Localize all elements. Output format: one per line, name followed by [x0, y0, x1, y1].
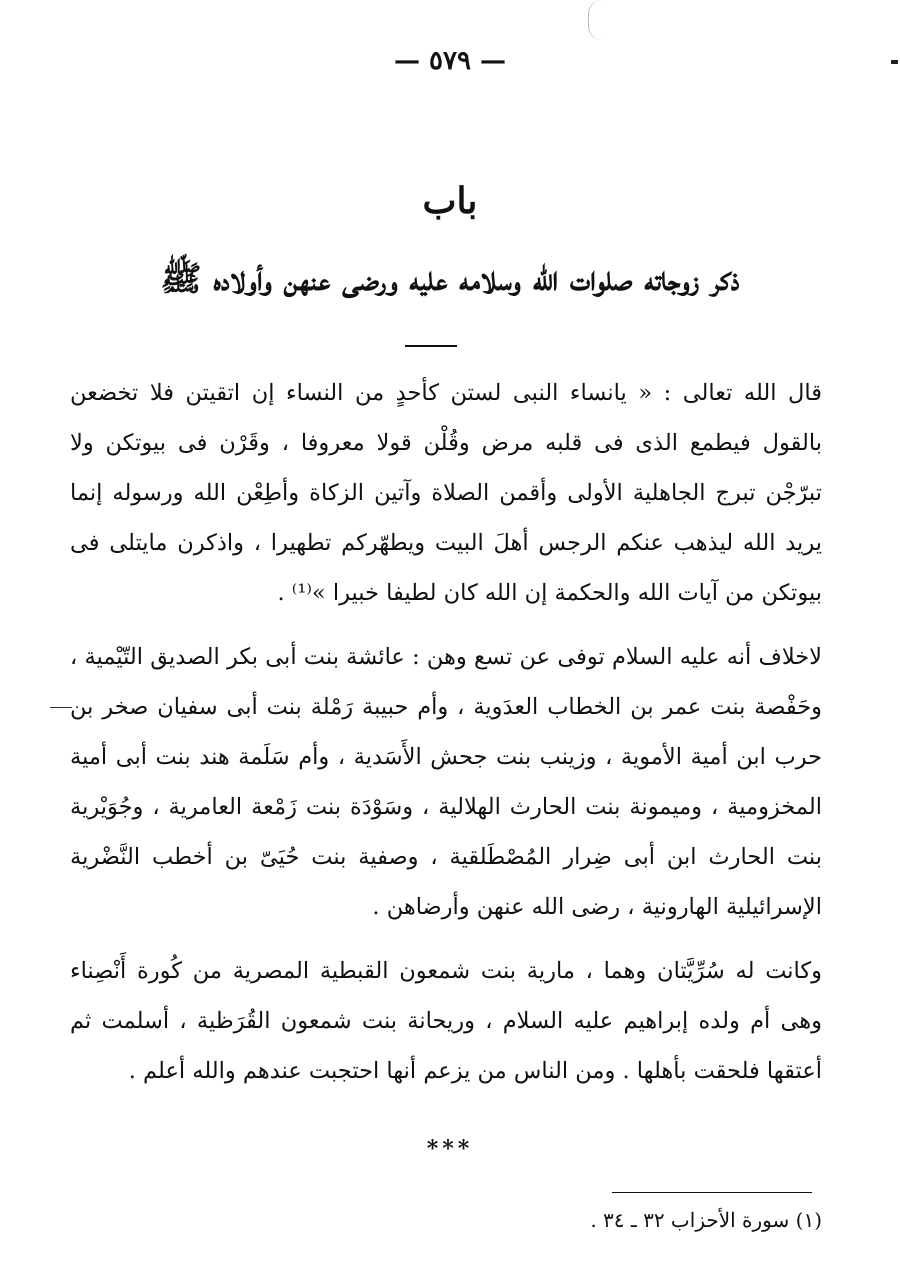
margin-dash: [50, 707, 72, 708]
footnote: (١) سورة الأحزاب ٣٢ ـ ٣٤ .: [590, 1208, 822, 1232]
chapter-title: ذكر زوجاته صلوات الله وسلامه عليه ورضى عنهن وأولاده ﷺ: [160, 259, 740, 299]
page-corner-mark: [588, 0, 603, 40]
body-text: [70, 368, 822, 1110]
section-separator: ***: [426, 1136, 474, 1162]
footnote-divider: [612, 1192, 812, 1193]
paragraph-wives-list: لاخلاف أنه عليه السلام توفى عن تسع وهن : عائشة بنت أبى بكر الصديق التّيْمية ، وحَفْصة بنت عمر بن الخطاب العدَوية ، وأم حبيبة رَمْلة بنت أبى سفيان صخر بن حرب ابن أمية الأموية ، وزينب بنت جحش الأَسَدية ، وأم سَلَمة هند بنت أبى أمية المخزومية ، وميمونة بنت الحارث الهلالية ، وسَوْدَة بنت زَمْعة العامرية ، وجُوَيْرية بنت الحارث ابن أبى ضِرار المُصْطَلقية ، وصفية بنت حُيَىّ بن أخطب النَّضْرية الإسرائيلية الهارونية ، رضى الله عنهن وأرضاهن .: [70, 644, 822, 920]
page-number: — ٥٧٩ —: [393, 46, 507, 76]
paragraph-concubines: وكانت له سُرِّيَّتان وهما ، مارية بنت شمعون القبطية المصرية من كُورة أَنْصِناء وهى أم ولده إبراهيم عليه السلام ، وريحانة بنت شمعون القُرَظية ، أسلمت ثم أعتقها فلحقت بأهلها . ومن الناس من يزعم أنها احتجبت عندهم والله أعلم .: [70, 958, 822, 1084]
title-divider: [405, 345, 457, 347]
chapter-label: باب: [422, 180, 478, 222]
paragraph-quran-quote: قال الله تعالى : « يانساء النبى لستن كأحدٍ من النساء إن اتقيتن فلا تخضعن بالقول فيطمع الذى فى قلبه مرض وقُلْن قولا معروفا ، وقَرْن فى بيوتكن ولا تبرّجْن تبرج الجاهلية الأولى وأقمن الصلاة وآتين الزكاة وأطِعْن الله ورسوله إنما يريد الله ليذهب عنكم الرجس أهلَ البيت ويطهّركم تطهيرا ، واذكرن مايتلى فى بيوتكن من آيات الله والحكمة إن الله كان لطيفا خبيرا »⁽¹⁾ .: [70, 380, 822, 606]
